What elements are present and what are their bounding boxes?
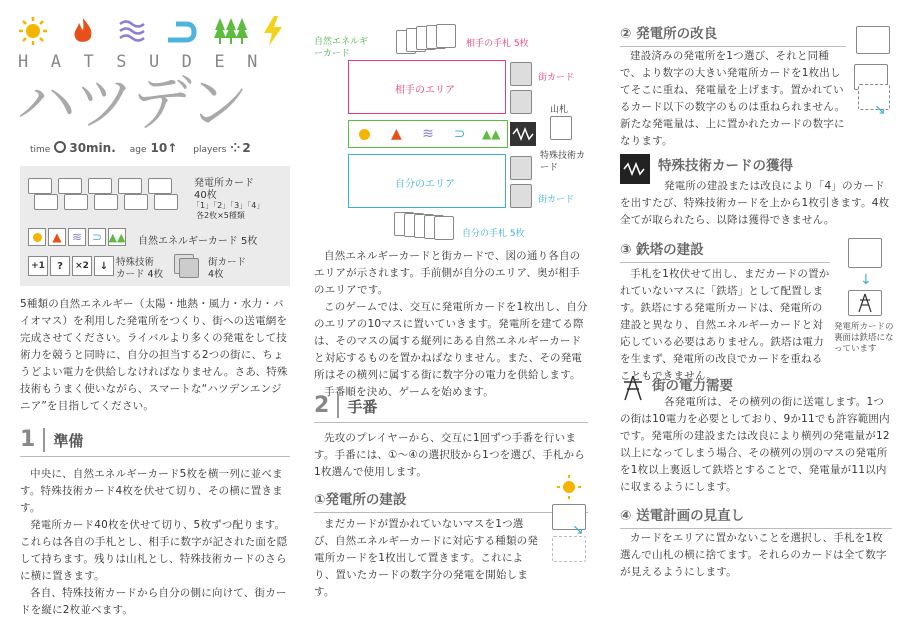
mid-para-2: このゲームでは、交互に発電所カードを1枚出し、自分のエリアの10マスに置いていきます。発電所を建てる際は、そのマスの属する縦列にある自然エネルギーカードと対応するものを置かねばなりません。また、その発電所はその横列に属する街に数字分の電力を供給します。 [314, 301, 588, 381]
city-card-count: 4枚 [208, 269, 224, 280]
city-card-mine-2 [510, 184, 532, 208]
opponent-hand [396, 24, 466, 54]
intro-text: 5種類の自然エネルギー（太陽・地熱・風力・水力・バイオマス）を利用した発電所をつくり、街への送電網を完成させてください。ライバルより多くの発電をして技術力を競うと同時に、自分の担当する2つの街に、ちょうどよい電力を供給しなければなりません。さあ、特殊技術もうまく使いながら、スマートな“ハツデンエンジニア”を目指してください。 [20, 298, 288, 412]
logo-latin: HATSUDEN [18, 52, 280, 72]
sun-icon [18, 16, 48, 46]
arrow-icon: ↘ [572, 522, 584, 538]
water-icon [166, 18, 196, 44]
tower-caption: 発電所カードの裏面は鉄塔になっています [834, 322, 894, 354]
opponent-area [348, 60, 506, 114]
wind-icon: ≋ [422, 126, 434, 142]
tech-card-plus-one: +1 [28, 256, 48, 276]
city-card-label-top: 街カード [538, 73, 575, 83]
tech-card [510, 122, 536, 146]
tower-illustration [834, 238, 896, 368]
tree-icon: ▲▲ [481, 127, 501, 141]
tech-card-label2: カード 4枚 [116, 269, 164, 280]
water-icon: ⊃ [88, 228, 106, 246]
water-icon: ⊃ [453, 126, 466, 142]
build-text: まだカードが置かれていないマスを1つ選び、自然エネルギーカードに対応する種類の発電所カードを1枚出して置きます。これにより、置いたカードの数字分の発電を開始します。 [314, 518, 539, 598]
build-illustration [548, 474, 592, 578]
tech-card-double: ×2 [72, 256, 92, 276]
game-meta [30, 140, 290, 160]
players-icon: ⁘ [230, 141, 241, 155]
sun-icon [556, 474, 582, 500]
age-label: age [129, 145, 147, 155]
tower-text: 手札を1枚伏せて出し、まだカードの置かれていないマスに「鉄塔」として配置します。鉄塔にする発電所カードは、発電所の建設と異なり、自然エネルギーカードと対応している必要はありません。鉄塔は電力を生まず、発電所の改良でカードを重ねることもできません。 [620, 268, 830, 382]
components-box [20, 166, 290, 286]
board-diagram [314, 22, 590, 240]
opponent-area-label: 相手のエリア [395, 85, 455, 96]
tech-get-text: 発電所の建設または改良により「4」のカードを出すたび、特殊技術カードを上から1枚引きます。4枚全てが取られたら、以降は獲得できません。 [620, 180, 890, 226]
prep-title: 準備 [53, 431, 84, 450]
plant-card-note2: 各2枚×5種類 [196, 211, 245, 220]
prep-para-1: 中央に、自然エネルギーカード5枚を横一列に並べます。特殊技術カード4枚を伏せて切り、その横に置きます。 [20, 468, 283, 514]
my-area-label: 自分のエリア [395, 179, 455, 190]
tech-card-down: ↓ [94, 256, 114, 276]
energy-row [348, 120, 508, 148]
review-title: ④ 送電計画の見直し [620, 508, 745, 524]
players-value: 2 [242, 141, 251, 155]
build-title: ①発電所の建設 [314, 492, 407, 508]
tree-icon: ▲▲ [108, 228, 126, 246]
opponent-hand-label: 相手の手札 5枚 [466, 39, 529, 49]
demand-text: 各発電所は、その横列の街に送電します。1つの街は10電力を必要としており、9か11でも許容範囲内です。発電所の建設または改良により横列の発電量が12以上になってしまう場合、その横列の別のマスの発電所を1枚以上裏返して鉄塔とすることで、発電量が11以内に収まるようにします。 [620, 396, 890, 493]
city-card-opponent-1 [510, 62, 532, 86]
tower-title: ③ 鉄塔の建設 [620, 242, 704, 258]
energy-label: 自然エネルギーカード [314, 37, 369, 59]
prep-number: 1 [20, 428, 45, 452]
city-card-mine-1 [510, 156, 532, 180]
demand-title: 街の電力需要 [652, 378, 733, 394]
city-card-stack [174, 254, 202, 280]
energy-card-label: 自然エネルギーカード 5枚 [138, 236, 258, 247]
arrow-icon: ↘ [874, 102, 886, 118]
plant-card-label: 発電所カード [194, 178, 254, 189]
flame-icon: ▲ [48, 228, 66, 246]
flame-icon [70, 16, 96, 46]
time-label: time [30, 145, 51, 155]
lightning-icon [262, 16, 284, 46]
time-value: 30min. [69, 141, 116, 155]
deck [550, 116, 572, 140]
tech-card-question: ? [50, 256, 70, 276]
plant-card-count: 40枚 [194, 190, 217, 201]
tree-icon [214, 16, 248, 46]
zigzag-icon [513, 128, 533, 140]
logo-kana: ハツデン [16, 69, 247, 139]
upgrade-title: ② 発電所の改良 [620, 26, 718, 42]
energy-card-row [28, 228, 138, 248]
upgrade-text: 建設済みの発電所を1つ選び、それと同種で、より数字の大きい発電所カードを1枚出してそこに重ね、発電量を上げます。置かれているカード以下の数字のものは重ねられません。新たな発電量は、上に置かれたカードの数字になります。 [620, 50, 846, 147]
energy-icon-row [18, 16, 288, 48]
tech-card-label: 特殊技術カード [540, 151, 586, 173]
my-hand-label: 自分の手札 5枚 [462, 229, 525, 239]
wind-icon [118, 18, 146, 44]
city-card-label-bottom: 街カード [538, 195, 575, 205]
column-left [0, 0, 300, 616]
plant-card-note: 「1」「2」「3」「4」 [192, 201, 265, 210]
tech-card-row [28, 256, 118, 278]
deck-label: 山札 [550, 105, 569, 115]
wind-icon: ≋ [68, 228, 86, 246]
tech-get-title: 特殊技術カードの獲得 [658, 158, 793, 174]
review-text: カードをエリアに置かないことを選択し、手札を1枚選んで山札の横に捨てます。それらのカードは全て数字が見えるようにします。 [620, 532, 887, 578]
diagram-explanation [314, 248, 588, 401]
prep-text [20, 466, 290, 619]
column-right [600, 0, 900, 600]
sun-icon [349, 121, 381, 147]
arrow-up-icon: ↑ [167, 141, 178, 155]
upgrade-illustration [852, 26, 894, 126]
turn-number: 2 [314, 394, 339, 418]
mid-para-3: 手番順を決め、ゲームを始めます。 [324, 386, 494, 398]
city-card-opponent-2 [510, 90, 532, 114]
column-middle [300, 0, 600, 600]
flame-icon: ▲ [391, 126, 402, 142]
my-area [348, 154, 506, 208]
prep-heading [20, 428, 290, 457]
prep-para-2: 発電所カード40枚を伏せて切り、5枚ずつ配ります。これらは各自の手札とし、相手に数字が記された面を隠して持ちます。残りは山札とし、特殊技術カードのさらに横に置きます。 [20, 519, 288, 582]
clock-icon [54, 141, 66, 153]
mid-para-1: 自然エネルギーカードと街カードで、図の通り各自のエリアが示されます。手前側が自分のエリア、奥が相手のエリアです。 [314, 250, 581, 296]
turn-text: 先攻のプレイヤーから、交互に1回ずつ手番を行います。手番には、①〜④の選択肢から1つを選び、手札から1枚選んで使用します。 [314, 432, 585, 478]
age-value: 10 [150, 141, 168, 155]
tech-card-label: 特殊技術 [116, 257, 155, 268]
sun-icon [28, 228, 46, 246]
turn-title: 手番 [347, 397, 378, 416]
tower-icon: ↓ [860, 272, 872, 288]
prep-para-3: 各自、特殊技術カードから自分の側に向けて、街カードを縦に2枚並べます。 [20, 587, 287, 616]
turn-heading [314, 394, 588, 423]
plant-card-stacks [28, 174, 198, 224]
city-card-label: 街カード [208, 257, 247, 268]
players-label: players [193, 145, 227, 155]
